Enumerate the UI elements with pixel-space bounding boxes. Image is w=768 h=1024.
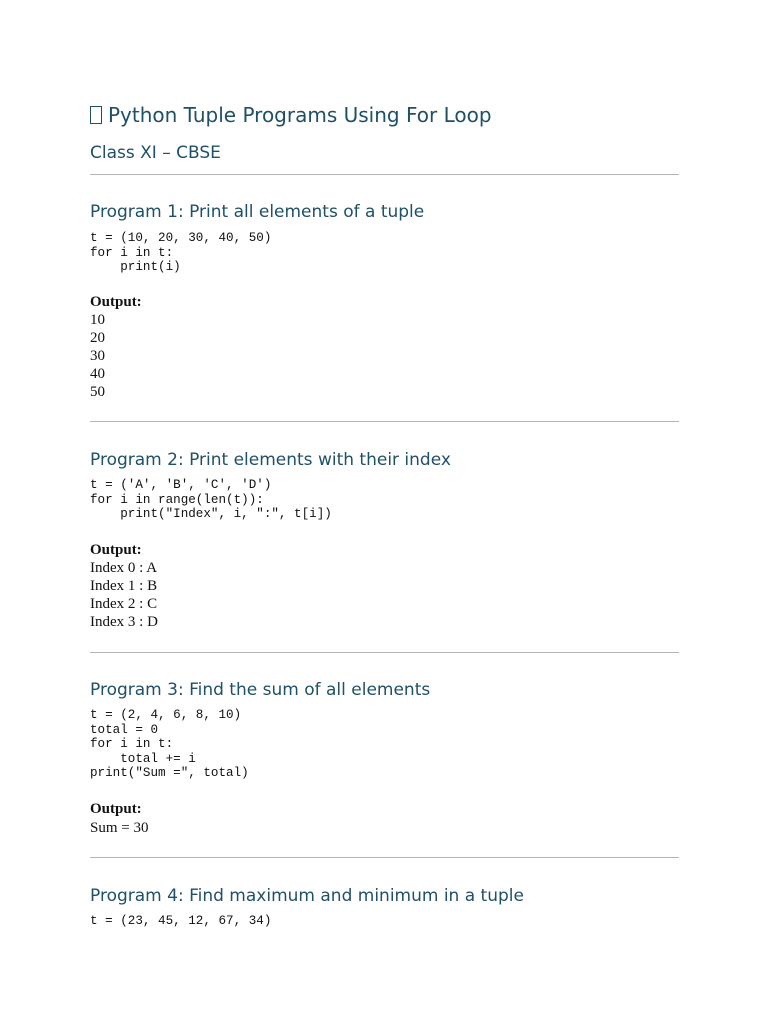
section-divider	[90, 857, 679, 858]
document-subtitle: Class XI – CBSE	[90, 143, 221, 163]
program-4-heading: Program 4: Find maximum and minimum in a tuple	[90, 886, 524, 906]
missing-glyph-icon	[90, 106, 102, 124]
section-divider	[90, 174, 679, 175]
document-title	[90, 101, 492, 129]
program-3-heading: Program 3: Find the sum of all elements	[90, 680, 431, 700]
section-divider	[90, 652, 679, 653]
program-1-code: t = (10, 20, 30, 40, 50) for i in t: print(i)	[90, 231, 272, 275]
program-1-output-label: Output:	[90, 294, 142, 310]
program-2-output-label: Output:	[90, 542, 142, 558]
program-3-output: Sum = 30	[90, 820, 149, 836]
program-3-output-label: Output:	[90, 801, 142, 817]
program-1-output: 10 20 30 40 50	[90, 312, 105, 400]
program-2-code: t = ('A', 'B', 'C', 'D') for i in range(len(t)): print("Index", i, ":", t[i])	[90, 478, 332, 522]
section-divider	[90, 421, 679, 422]
program-2-heading: Program 2: Print elements with their index	[90, 450, 451, 470]
program-1-heading: Program 1: Print all elements of a tuple	[90, 202, 425, 222]
program-3-code: t = (2, 4, 6, 8, 10) total = 0 for i in t: total += i print("Sum =", total)	[90, 708, 249, 781]
program-4-code: t = (23, 45, 12, 67, 34)	[90, 914, 272, 928]
document-title-text: Python Tuple Programs Using For Loop	[108, 103, 492, 127]
program-2-output: Index 0 : A Index 1 : B Index 2 : C Index 3 : D	[90, 560, 158, 630]
